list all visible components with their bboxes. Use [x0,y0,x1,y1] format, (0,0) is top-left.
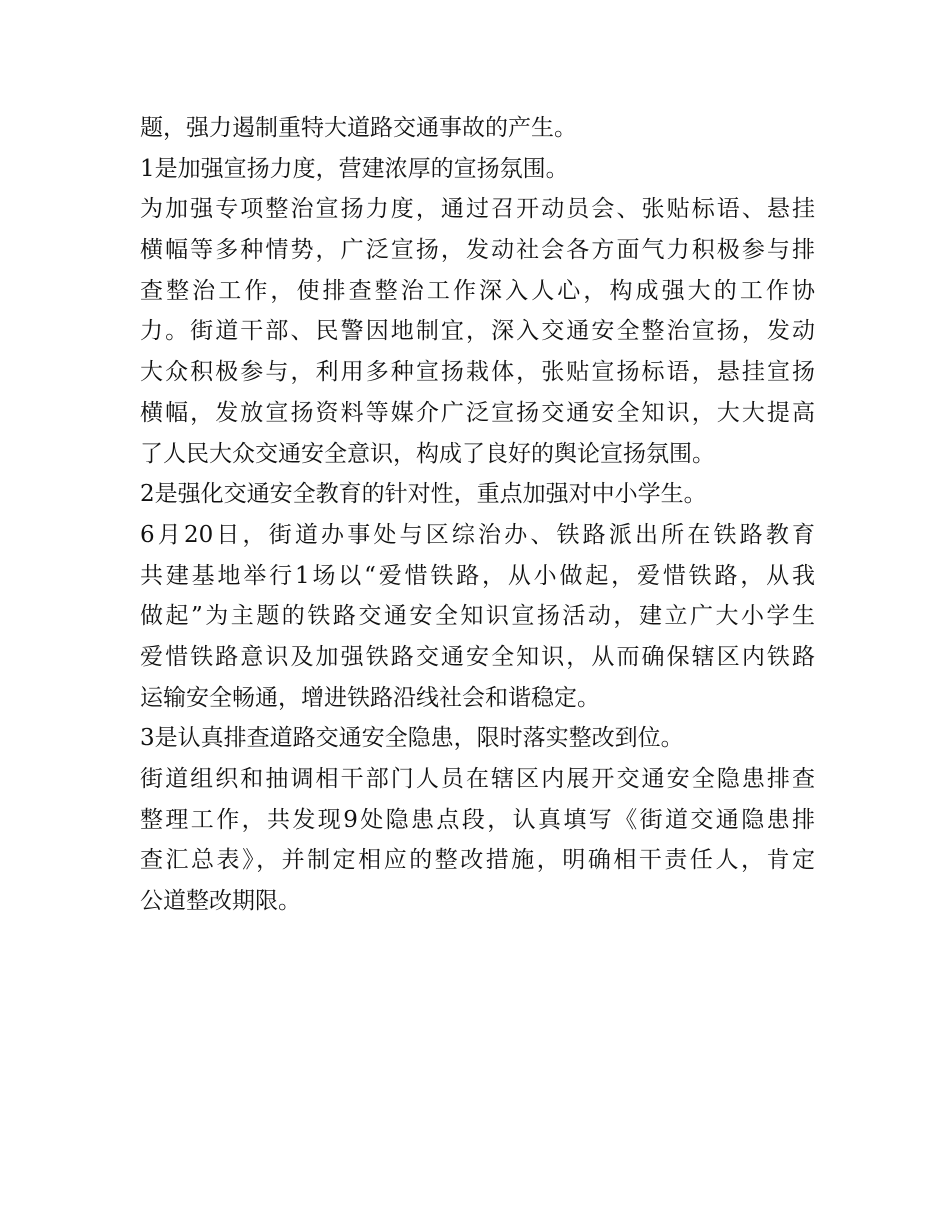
text-line: 公道整改期限。 [140,888,301,915]
text-line: 3是认真排查道路交通安全隐患，限时落实整改到位。 [140,725,684,752]
text-line: 了人民大众交通安全意识，构成了良好的舆论宣扬氛围。 [140,440,715,467]
text-line: 爱惜铁路意识及加强铁路交通安全知识，从而确保辖区内铁路 [140,643,815,670]
text-line: 横幅，发放宣扬资料等媒介广泛宣扬交通安全知识，大大提高 [140,399,815,426]
text-line: 为加强专项整治宣扬力度，通过召开动员会、张贴标语、悬挂 [140,196,815,223]
text-line: 1是加强宣扬力度，营建浓厚的宣扬氛围。 [140,155,569,182]
text-line: 力。街道干部、民警因地制宜，深入交通安全整治宣扬，发动 [140,318,815,345]
text-line: 查汇总表》，并制定相应的整改措施，明确相干责任人，肯定 [140,847,815,874]
text-line: 大众积极参与，利用多种宣扬栽体，张贴宣扬标语，悬挂宣扬 [140,359,815,386]
text-line: 题，强力遏制重特大道路交通事故的产生。 [140,115,577,141]
text-line: 街道组织和抽调相干部门人员在辖区内展开交通安全隐患排查 [140,766,815,792]
body-text [140,108,815,922]
text-line: 查整治工作，使排查整治工作深入人心，构成强大的工作协 [140,277,815,304]
text-line: 共建基地举行1场以“爱惜铁路，从小做起，爱惜铁路，从我 [140,562,815,589]
text-line: 2是强化交通安全教育的针对性，重点加强对中小学生。 [140,481,707,508]
text-line: 运输安全畅通，增进铁路沿线社会和谐稳定。 [140,684,600,711]
text-line: 做起”为主题的铁路交通安全知识宣扬活动，建立广大小学生 [140,603,815,630]
text-line: 6月20日，街道办事处与区综治办、铁路派出所在铁路教育 [140,521,815,548]
text-line: 横幅等多种情势，广泛宣扬，发动社会各方面气力积极参与排 [140,237,815,264]
text-line: 整理工作，共发现9处隐患点段，认真填写《街道交通隐患排 [140,806,815,833]
